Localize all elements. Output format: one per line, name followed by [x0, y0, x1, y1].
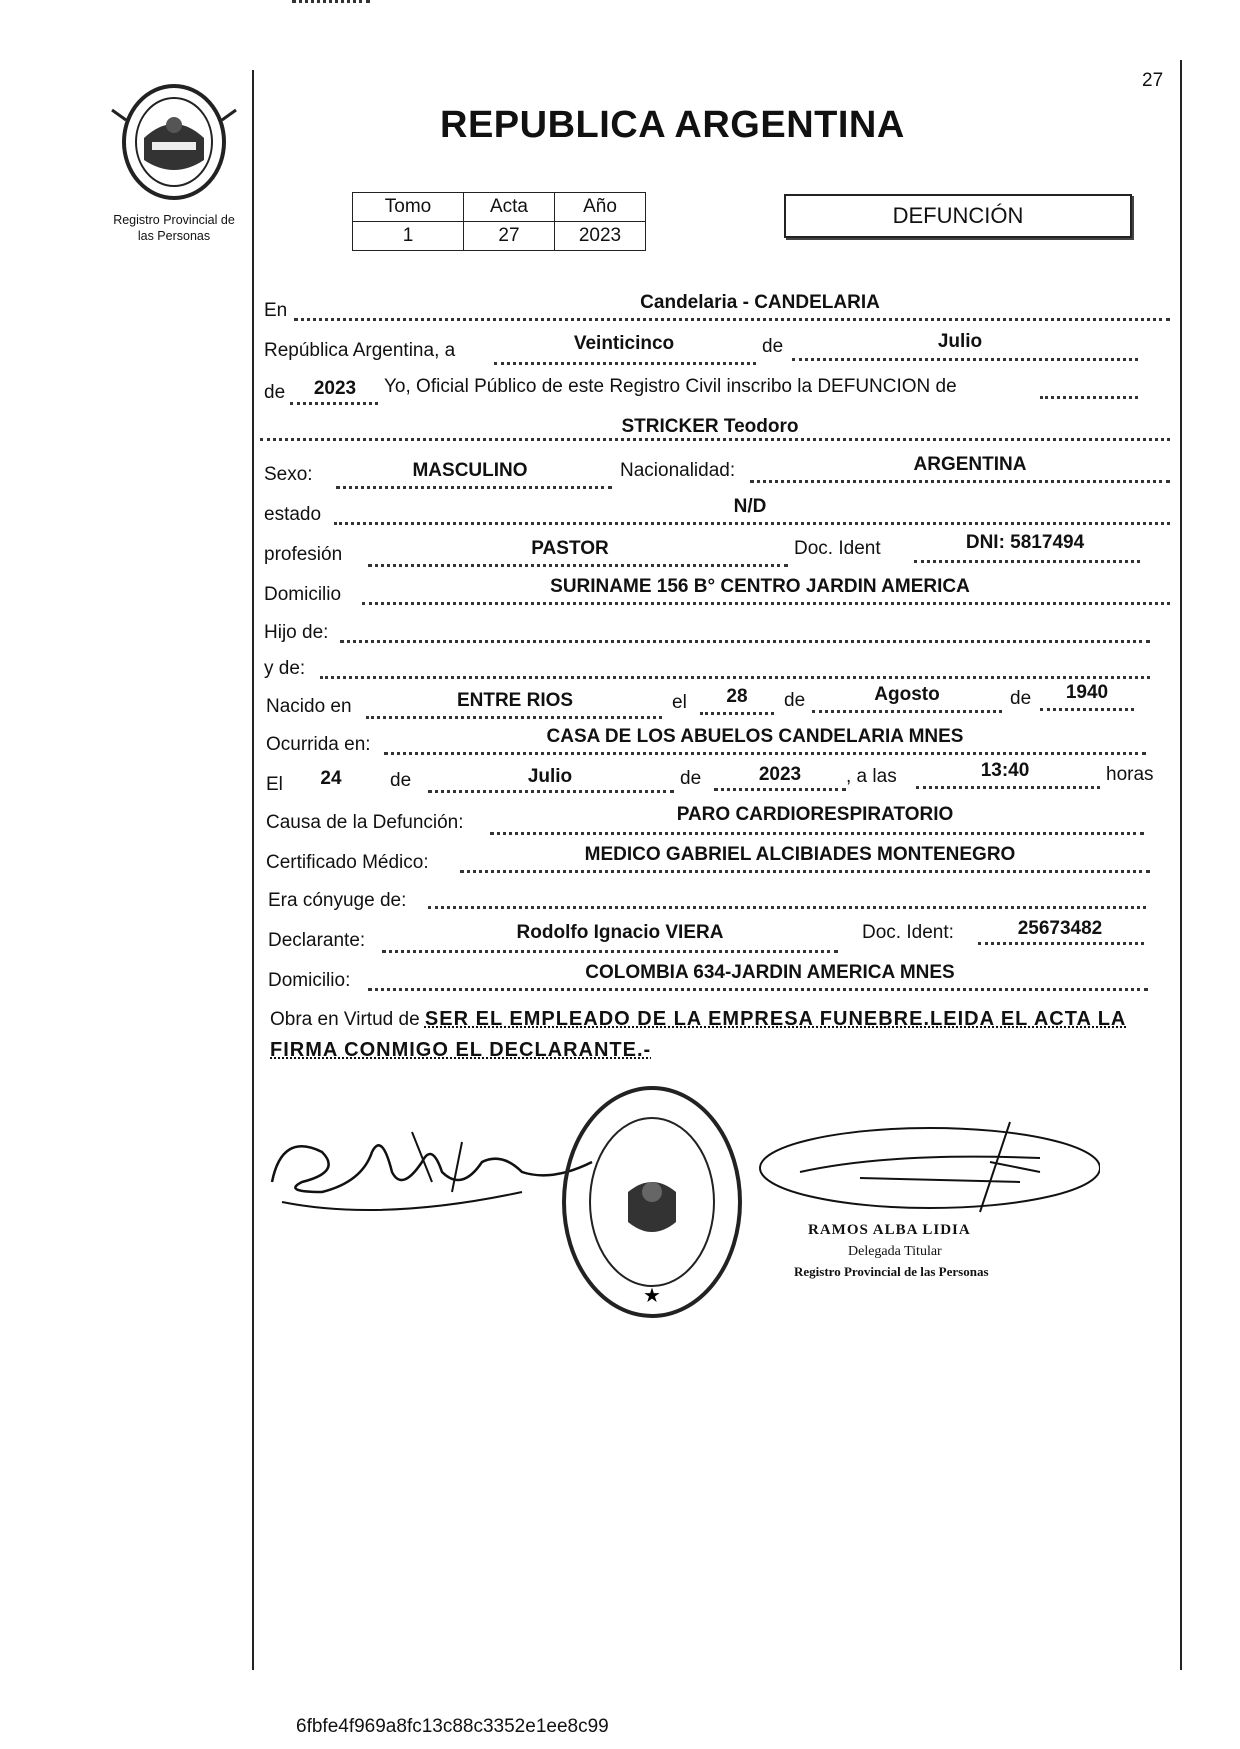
death-time-dots	[916, 786, 1100, 789]
hijo-label: Hijo de:	[264, 622, 329, 643]
de-label-6: de	[680, 768, 702, 789]
nacionalidad-label: Nacionalidad:	[620, 460, 736, 481]
birth-day-dots	[700, 712, 774, 715]
oficial-text: Yo, Oficial Público de este Registro Civil inscribo la DEFUNCION de	[384, 376, 957, 397]
hijo-dots	[340, 640, 1150, 643]
registry-label-line2: las Personas	[137, 229, 211, 243]
ocurrida-value: CASA DE LOS ABUELOS CANDELARIA MNES	[546, 726, 964, 747]
certificado-label: Certificado Médico:	[266, 852, 429, 873]
death-month-dots	[428, 790, 674, 793]
table-value-ano: 2023	[555, 222, 646, 251]
profesion-label: profesión	[264, 544, 343, 565]
declarante-value: Rodolfo Ignacio VIERA	[516, 922, 724, 943]
horas-label: horas	[1106, 764, 1154, 785]
table-value-acta: 27	[464, 222, 555, 251]
domicilio-label: Domicilio	[264, 584, 342, 605]
table-header-acta: Acta	[464, 193, 555, 222]
sexo-value: MASCULINO	[412, 460, 528, 481]
registry-label	[86, 212, 262, 244]
causa-dots	[490, 832, 1144, 835]
death-year: 2023	[758, 764, 802, 785]
doc-ident-dots	[914, 560, 1140, 563]
el-cap-label: El	[266, 774, 283, 795]
domicilio2-label: Domicilio:	[268, 970, 351, 991]
domicilio2-dots	[368, 988, 1148, 991]
ocurrida-label: Ocurrida en:	[266, 734, 371, 755]
de-label-2: de	[264, 382, 286, 403]
de-label-5: de	[390, 770, 412, 791]
sexo-label: Sexo:	[264, 464, 313, 485]
alas-label: , a las	[846, 766, 897, 787]
document-hash: 6fbfe4f969a8fc13c88c3352e1ee8c99	[296, 1716, 609, 1737]
de-label-4: de	[1010, 688, 1032, 709]
en-value: Candelaria - CANDELARIA	[640, 292, 880, 313]
day-dots	[494, 362, 756, 365]
signatory-org: Registro Provincial de las Personas	[794, 1264, 989, 1279]
death-year-dots	[714, 788, 846, 791]
obra-value: SER EL EMPLEADO DE LA EMPRESA FUNEBRE.LEIDA EL ACTA LA FIRMA CONMIGO EL DECLARANTE.-	[270, 1008, 1127, 1061]
certificado-value: MEDICO GABRIEL ALCIBIADES MONTENEGRO	[584, 844, 1016, 865]
el-label: el	[672, 692, 687, 713]
birth-month: Agosto	[874, 684, 940, 705]
nacionalidad-dots	[750, 480, 1170, 483]
birth-year-dots	[1040, 708, 1134, 711]
death-day-dots	[292, 0, 370, 3]
domicilio-value: SURINAME 156 B° CENTRO JARDIN AMERICA	[550, 576, 970, 597]
day-value: Veinticinco	[573, 333, 675, 354]
year-value: 2023	[313, 378, 357, 399]
nacionalidad-value: ARGENTINA	[913, 454, 1027, 475]
estado-label: estado	[264, 504, 322, 525]
yde-label: y de:	[264, 658, 306, 679]
estado-value: N/D	[733, 496, 767, 517]
domicilio-dots	[362, 602, 1170, 605]
year-dots	[290, 402, 378, 405]
republica-label: República Argentina, a	[264, 340, 456, 361]
left-margin-line	[252, 70, 254, 1670]
table-value-tomo: 1	[353, 222, 464, 251]
doc-ident-value: DNI: 5817494	[965, 532, 1085, 553]
yde-dots	[320, 676, 1150, 679]
sexo-dots	[336, 486, 612, 489]
official-stamp	[558, 1082, 746, 1322]
birth-year: 1940	[1065, 682, 1109, 703]
declarante-dots	[382, 950, 838, 953]
doc-ident2-value: 25673482	[1017, 918, 1103, 939]
death-month: Julio	[527, 766, 573, 787]
declarant-signature	[262, 1112, 602, 1222]
officer-signature	[740, 1112, 1100, 1222]
nacido-dots	[366, 716, 662, 719]
causa-label: Causa de la Defunción:	[266, 812, 464, 833]
obra-paragraph	[270, 1004, 1180, 1066]
doc-ident-label: Doc. Ident	[794, 538, 881, 559]
doc-ident2-dots	[978, 942, 1144, 945]
deceased-name: STRICKER Teodoro	[621, 416, 799, 437]
domicilio2-value: COLOMBIA 634-JARDIN AMERICA MNES	[585, 962, 955, 983]
month-value: Julio	[937, 331, 983, 352]
causa-value: PARO CARDIORESPIRATORIO	[676, 804, 954, 825]
de-label-3: de	[784, 690, 806, 711]
nacido-value: ENTRE RIOS	[456, 690, 574, 711]
svg-text:★: ★	[643, 1283, 661, 1307]
profesion-dots	[368, 564, 788, 567]
deceased-dots	[260, 438, 1170, 441]
death-day: 24	[320, 768, 342, 789]
birth-month-dots	[812, 710, 1002, 713]
record-table	[352, 192, 646, 251]
registry-label-line1: Registro Provincial de	[113, 213, 235, 227]
provincial-seal-logo	[104, 80, 254, 206]
page-title: REPUBLICA ARGENTINA	[440, 104, 905, 146]
signatory-role: Delegada Titular	[848, 1244, 942, 1259]
table-header-ano: Año	[555, 193, 646, 222]
de-label-1: de	[762, 336, 784, 357]
death-time: 13:40	[980, 760, 1030, 781]
conyuge-label: Era cónyuge de:	[268, 890, 407, 911]
month-dots	[792, 358, 1138, 361]
right-margin-line	[1180, 60, 1182, 1670]
profesion-value: PASTOR	[531, 538, 609, 559]
certificado-dots	[460, 870, 1150, 873]
conyuge-dots	[428, 906, 1146, 909]
table-header-tomo: Tomo	[353, 193, 464, 222]
estado-dots	[334, 522, 1170, 525]
en-label: En	[264, 300, 288, 321]
doc-ident2-label: Doc. Ident:	[862, 922, 954, 943]
ocurrida-dots	[384, 752, 1146, 755]
signatory-name: RAMOS ALBA LIDIA	[808, 1222, 971, 1238]
record-type-box: DEFUNCIÓN	[784, 194, 1132, 238]
en-dots	[294, 318, 1170, 321]
page-number: 27	[1142, 70, 1164, 91]
nacido-label: Nacido en	[266, 696, 352, 717]
declarante-label: Declarante:	[268, 930, 366, 951]
oficial-dots	[1040, 396, 1138, 399]
birth-day: 28	[726, 686, 748, 707]
obra-label: Obra en Virtud de	[270, 1009, 420, 1030]
